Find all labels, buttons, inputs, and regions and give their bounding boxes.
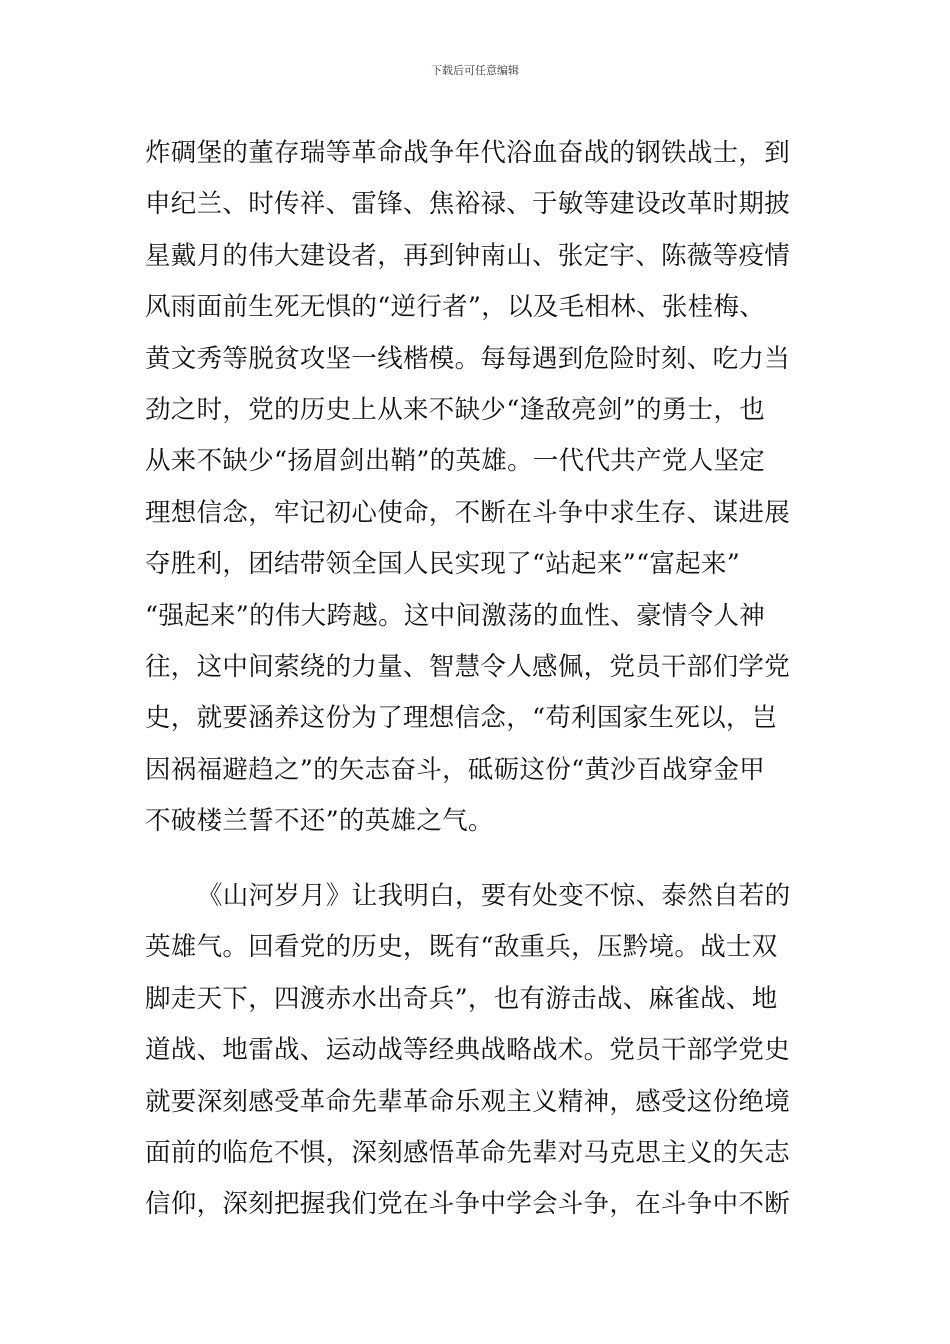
text-line: 理想信念，牢记初心使命，不断在斗争中求生存、谋进展 <box>145 497 791 528</box>
text-line: 因祸福避趋之”的矢志奋斗，砥砺这份“黄沙百战穿金甲 <box>145 754 766 785</box>
text-line: 夺胜利，团结带领全国人民实现了“站起来”“富起来” <box>145 549 741 580</box>
text-line: 申纪兰、时传祥、雷锋、焦裕禄、于敏等建设改革时期披 <box>145 189 791 220</box>
text-line: “强起来”的伟大跨越。这中间激荡的血性、豪情令人神 <box>145 600 766 631</box>
page-header: 下载后可任意编辑 <box>431 64 519 77</box>
text-line: 脚走天下，四渡赤水出奇兵”，也有游击战、麻雀战、地 <box>145 983 778 1014</box>
text-line: 黄文秀等脱贫攻坚一线楷模。每每遇到危险时刻、吃力当 <box>145 343 791 374</box>
text-line: 风雨面前生死无惧的“逆行者”，以及毛相林、张桂梅、 <box>145 292 766 323</box>
text-line: 英雄气。回看党的历史，既有“敌重兵，压黔境。战士双 <box>145 932 778 963</box>
text-line: 往，这中间萦绕的力量、智慧令人感佩，党员干部们学党 <box>145 651 791 682</box>
text-line: 不破楼兰誓不还”的英雄之气。 <box>145 806 494 837</box>
paragraph-2 <box>145 871 810 1231</box>
text-line: 就要深刻感受革命先辈革命乐观主义精神，感受这份绝境 <box>145 1086 791 1117</box>
text-line: 从来不缺少“扬眉剑出鞘”的英雄。一代代共产党人坚定 <box>145 446 766 477</box>
text-line: 星戴月的伟大建设者，再到钟南山、张定宇、陈薇等疫情 <box>145 240 791 271</box>
text-line: 信仰，深刻把握我们党在斗争中学会斗争，在斗争中不断 <box>145 1189 791 1220</box>
text-line: 史，就要涵养这份为了理想信念，“苟利国家生死以，岂 <box>145 703 778 734</box>
text-line-indented: 《山河岁月》让我明白，要有处变不惊、泰然自若的 <box>197 881 791 911</box>
paragraph-1 <box>145 128 810 847</box>
text-line: 劲之时，党的历史上从来不缺少“逢敌亮剑”的勇士，也 <box>145 394 766 425</box>
text-line: 炸碉堡的董存瑞等革命战争年代浴血奋战的钢铁战士，到 <box>145 138 791 168</box>
text-line: 道战、地雷战、运动战等经典战略战术。党员干部学党史 <box>145 1035 791 1066</box>
text-line: 面前的临危不惧，深刻感悟革命先辈对马克思主义的矢志 <box>145 1137 791 1168</box>
